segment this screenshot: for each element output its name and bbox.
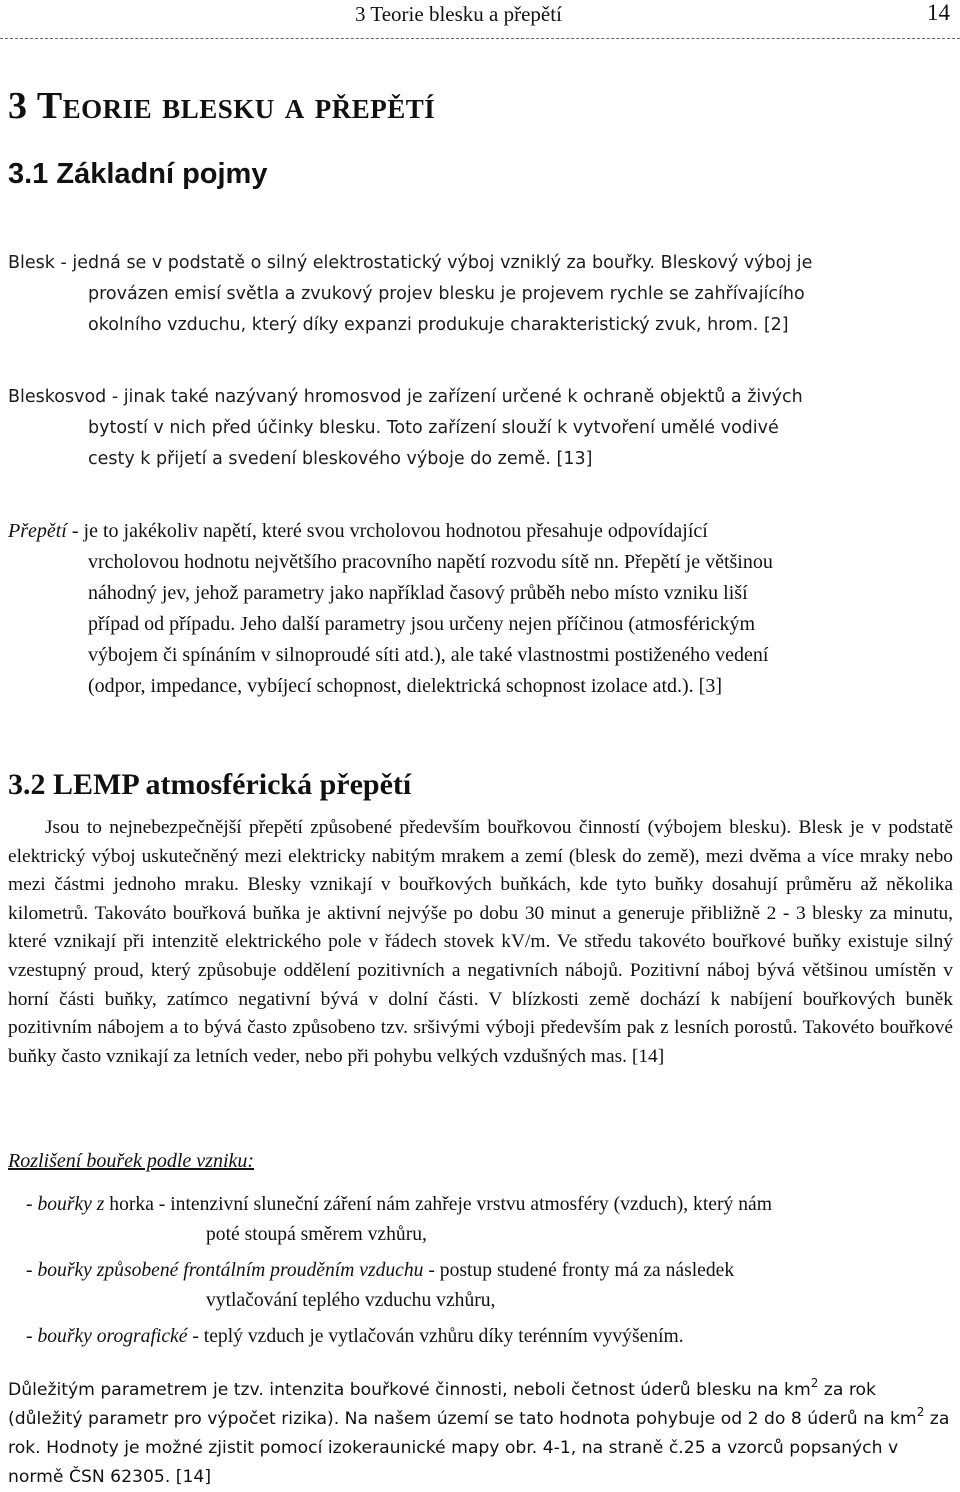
list-dash: - — [26, 1326, 38, 1347]
definition-bleskosvod — [8, 382, 953, 475]
definition-line: náhodný jev, jehož parametry jako například časový průběh nebo místo vzniku liší — [88, 582, 748, 604]
list-item — [26, 1190, 951, 1250]
superscript: 2 — [810, 1376, 819, 1390]
page-number: 14 — [927, 0, 950, 25]
definition-line: vrcholovou hodnotu největšího pracovního napětí rozvodu sítě nn. Přepětí je většinou — [88, 551, 773, 573]
definition-line: bytostí v nich před účinky blesku. Toto zařízení slouží k vytvoření umělé vodivé — [88, 418, 779, 438]
definition-line: provázen emisí světla a zvukový projev blesku je projevem rychle se zahřívajícího — [88, 284, 805, 304]
paragraph-text: za rok. Hodnoty je možné zjistit pomocí izokeraunické mapy obr. 4-1, na straně č.25 a vzorců popsaných v normě ČSN 62305. [14] — [8, 1409, 950, 1487]
superscript: 2 — [916, 1405, 925, 1419]
definition-line: Blesk - jedná se v podstatě o silný elektrostatický výboj vzniklý za bouřky. Bleskový výboj je — [8, 253, 813, 273]
list-continuation: vytlačování teplého vzduchu vzhůru, — [206, 1290, 496, 1311]
list-text: - teplý vzduch je vytlačován vzhůru díky terénním vyvýšením. — [187, 1326, 684, 1347]
list-term: bouřky z — [37, 1194, 105, 1215]
definition-line — [8, 516, 953, 547]
storm-intensity-paragraph — [8, 1376, 953, 1492]
running-header-title: 3 Teorie blesku a přepětí — [355, 2, 562, 26]
definition-prepeti — [8, 516, 953, 702]
list-continuation: poté stoupá směrem vzhůru, — [206, 1224, 427, 1245]
chapter-heading: 3 Teorie blesku a přepětí — [8, 85, 436, 127]
running-header — [0, 0, 960, 39]
definition-line: okolního vzduchu, který díky expanzi produkuje charakteristický zvuk, hrom. [2] — [88, 315, 789, 335]
definition-line: (odpor, impedance, vybíjecí schopnost, dielektrická schopnost izolace atd.). [3] — [88, 675, 722, 697]
definition-text: - je to jakékoliv napětí, které svou vrcholovou hodnotou přesahuje odpovídající — [66, 520, 708, 542]
list-text: - postup studené fronty má za následek — [423, 1260, 735, 1281]
list-text: horka - intenzivní sluneční záření nám zahřeje vrstvu atmosféry (vzduch), který nám — [104, 1194, 772, 1215]
storm-classification-heading: Rozlišení bouřek podle vzniku: — [8, 1150, 255, 1172]
list-dash: - — [26, 1260, 38, 1281]
definition-blesk — [8, 248, 953, 341]
section-heading-basic-terms: 3.1 Základní pojmy — [8, 158, 268, 190]
section-heading-lemp: 3.2 LEMP atmosférická přepětí — [8, 768, 412, 801]
definition-line: případ od případu. Jeho další parametry jsou určeny nejen příčinou (atmosférickým — [88, 613, 756, 635]
list-item — [26, 1256, 951, 1316]
definition-term: Přepětí — [8, 520, 67, 542]
definition-line: Bleskosvod - jinak také nazývaný hromosvod je zařízení určené k ochraně objektů a živých — [8, 387, 803, 407]
definition-line: cesty k přijetí a svedení bleskového výboje do země. [13] — [88, 449, 593, 469]
list-term: bouřky orografické — [37, 1326, 188, 1347]
paragraph-text: za rok (důležitý parametr pro výpočet rizika). Na našem území se tato hodnota pohybuje od 2 do 8 úderů na km — [8, 1380, 917, 1429]
list-dash: - — [26, 1194, 38, 1215]
lemp-paragraph-text: Jsou to nejnebezpečnější přepětí způsobené především bouřkovou činností (výbojem blesku). Blesk je v podstatě elektrický výboj uskutečněný mezi elektricky nabitým mrakem a zemí (blesk do země), mezi dvěma a více mraky nebo mezi částmi jednoho mraku. Blesky vznikají v bouřkových buňkách, kde tyto buňky dosahují průměru až několika kilometrů. Takováto bouřková buňka je aktivní nejvýše po dobu 30 minut a generuje přibližně 2 - 3 blesky za minutu, které vznikají při intenzitě elektrického pole v řádech stovek kV/m. Ve středu takovéto bouřkové buňky existuje silný vzestupný proud, který způsobuje oddělení pozitivních a negativních nábojů. Pozitivní náboj bývá většinou umístěn v horní části buňky, zatímco negativní bývá v dolní části. V blízkosti země dochází k nabíjení bouřkových buněk pozitivním nábojem a to bývá často způsobeno tzv. sršivými výboji především pak z lesních porostů. Takovéto bouřkové buňky často vznikají za letních veder, nebo při pohybu velkých vzdušných mas. [14] — [8, 817, 953, 1067]
list-term: bouřky způsobené frontálním prouděním vzduchu — [37, 1260, 424, 1281]
list-item — [26, 1322, 951, 1352]
lemp-paragraph — [8, 814, 953, 1071]
paragraph-text: Důležitým parametrem je tzv. intenzita bouřkové činnosti, neboli četnost úderů blesku na km — [8, 1380, 811, 1400]
definition-line: výbojem či spínáním v silnoproudé síti atd.), ale také vlastnostmi postiženého vedení — [88, 644, 769, 666]
